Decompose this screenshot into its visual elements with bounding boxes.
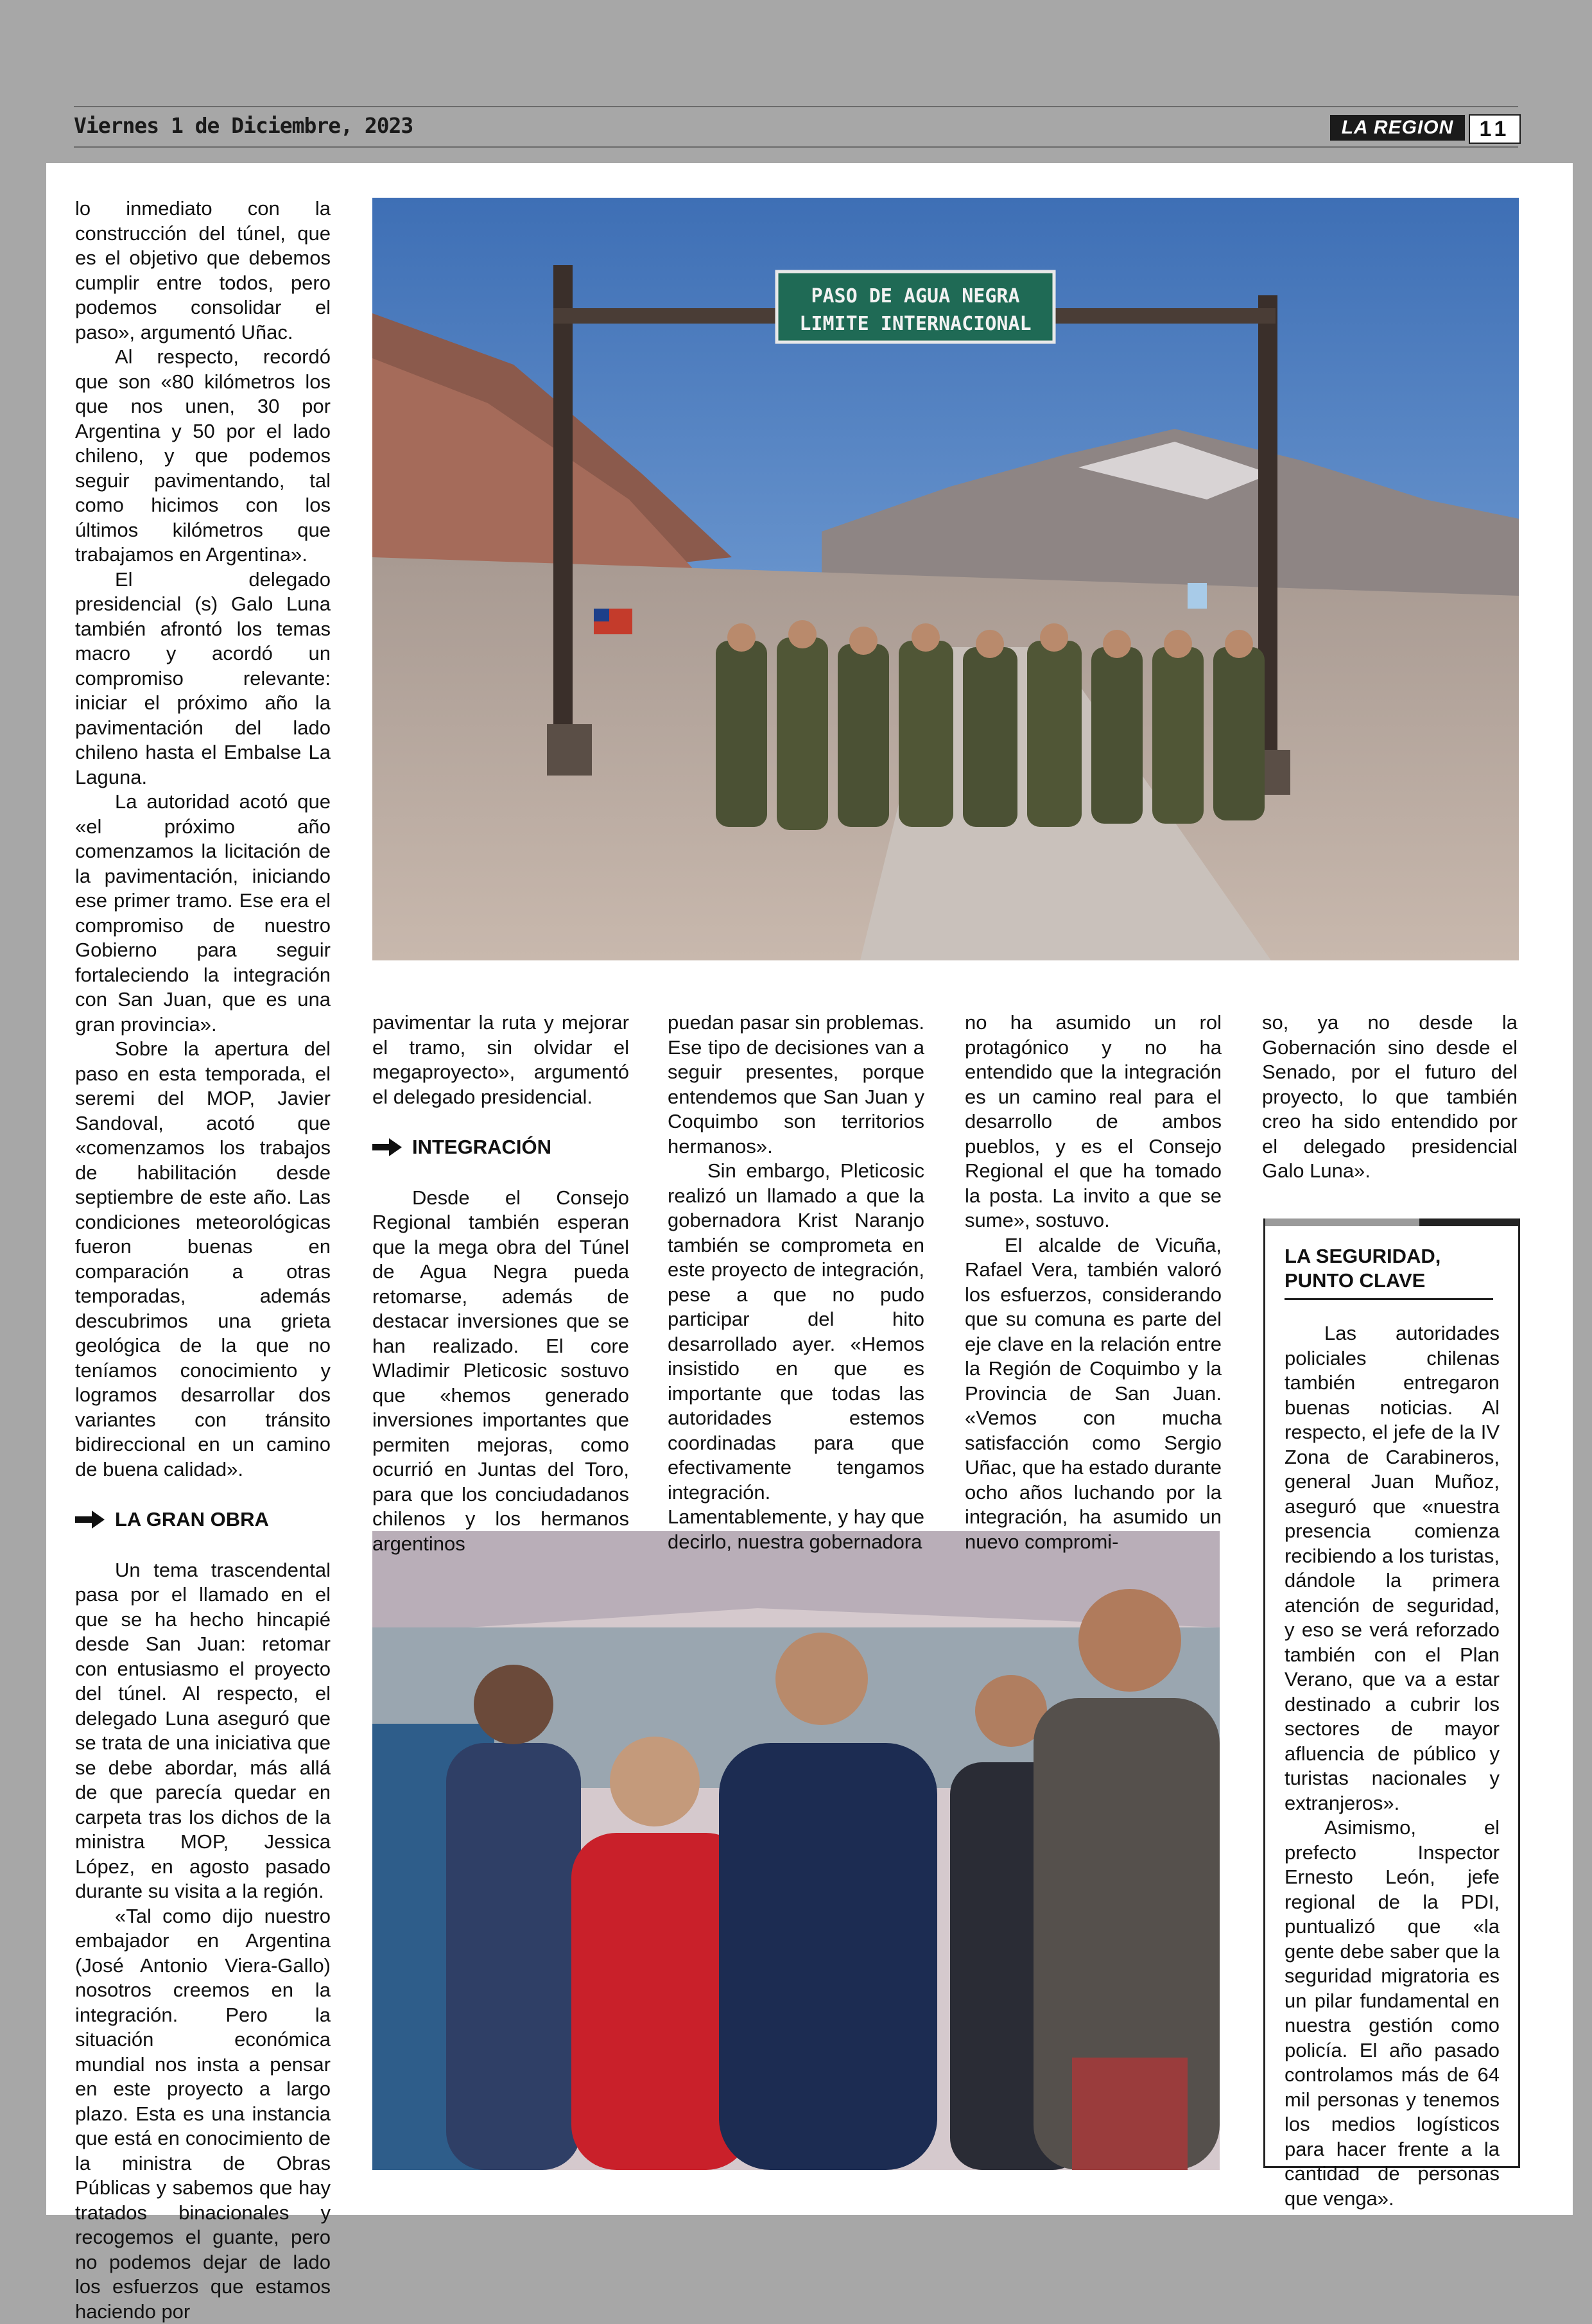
page-number: 11 xyxy=(1469,114,1521,144)
column-5 xyxy=(1262,1010,1518,1184)
col2-paragraph-1: pavimentar la ruta y mejorar el tramo, sin olvidar el megaproyecto», argumentó el delegado presidencial. xyxy=(372,1010,629,1109)
newspaper-logo: LA REGION xyxy=(1330,115,1465,141)
sidebar-paragraph-2: Asimismo, el prefecto Inspector Ernesto León, jefe regional de la PDI, puntualizó que «la gente debe saber que la seguridad migratoria es un pilar fundamental en nuestra gestión como policía. El año pasado controlamos más de 64 mil personas y tenemos los medios logísticos para hacer frente a la cantidad de personas que venga». xyxy=(1285,1816,1500,2211)
header-rule-bottom xyxy=(74,146,1518,148)
border-crossing-image xyxy=(372,198,1519,960)
sidebar-body xyxy=(1285,1321,1500,2211)
subhead-integracion xyxy=(372,1135,629,1160)
issue-date: Viernes 1 de Diciembre, 2023 xyxy=(74,113,413,138)
col1-paragraph-3: El delegado presidencial (s) Galo Luna también afrontó los temas macro y acordó un compromiso relevante: iniciar el próximo año la pavimentación del lado chileno hasta el Embalse La Laguna. xyxy=(75,568,331,790)
subhead-integracion-text: INTEGRACIÓN xyxy=(412,1135,551,1160)
sign-line2: LIMITE INTERNACIONAL xyxy=(799,313,1031,335)
photo-officials xyxy=(372,1531,1220,2170)
col4-paragraph-1: no ha asumido un rol protagónico y no ha entendido que la integración es un camino real para el desarrollo de ambos pueblos, y es el Consejo Regional el que ha tomado la posta. La invito a que se sume», sostuvo. xyxy=(965,1010,1222,1233)
carabineros-group xyxy=(716,620,1265,830)
column-3 xyxy=(668,1010,924,1554)
col1-paragraph-2: Al respecto, recordó que son «80 kilómetros los que nos unen, 30 por Argentina y 50 por el lado chileno, y que podemos seguir pavimentando, tal como hicimos con los últimos kilómetros que trabajamos en Argentina». xyxy=(75,345,331,568)
column-2 xyxy=(372,1010,629,1556)
col1-paragraph-1: lo inmediato con la construcción del túnel, que es el objetivo que debemos cumplir entre todos, pero podemos consolidar el paso», argumentó Uñac. xyxy=(75,196,331,345)
sidebar-title: LA SEGURIDAD, PUNTO CLAVE xyxy=(1285,1244,1493,1300)
sign-line1: PASO DE AGUA NEGRA xyxy=(811,285,1019,308)
subhead-la-gran-obra-text: LA GRAN OBRA xyxy=(115,1507,269,1532)
column-1 xyxy=(75,196,331,2324)
officials-image xyxy=(372,1531,1220,2170)
photo-border-crossing xyxy=(372,198,1519,960)
column-4 xyxy=(965,1010,1222,1554)
col3-paragraph-1: puedan pasar sin problemas. Ese tipo de decisiones van a seguir presentes, porque entendemos que San Juan y Coquimbo son territorios hermanos». xyxy=(668,1010,924,1159)
col1-paragraph-4: La autoridad acotó que «el próximo año comenzamos la licitación de la pavimentación, iniciando ese primer tramo. Ese era el compromiso de nuestro Gobierno para seguir fortaleciendo la integración con San Juan, que es una gran provincia». xyxy=(75,790,331,1037)
col2-paragraph-2: Desde el Consejo Regional también esperan que la mega obra del Túnel de Agua Negra pueda retomarse, además de destacar inversiones que se han realizado. El core Wladimir Pleticosic sostuvo que «hemos generado inversiones importantes que permiten mejoras, como ocurrió en Juntas del Toro, para que los conciudadanos chilenos y los hermanos argentinos xyxy=(372,1186,629,1557)
sidebar-paragraph-1: Las autoridades policiales chilenas también entregaron buenas noticias. Al respecto, el jefe de la IV Zona de Carabineros, general Juan Muñoz, aseguró que «nuestra presencia comienza recibiendo a los turistas, dándole la primera atención de seguridad, y eso se verá reforzado también con el Plan Verano, que va a estar destinado a cubrir los sectores de mayor afluencia de público y turistas nacionales y extranjeros». xyxy=(1285,1321,1500,1816)
sidebar-top-bar xyxy=(1265,1218,1419,1226)
col4-paragraph-2: El alcalde de Vicuña, Rafael Vera, también valoró los esfuerzos, considerando que su comuna es parte del eje clave en la relación entre la Región de Coquimbo y la Provincia de San Juan. «Vemos con mucha satisfacción como Sergio Uñac, que ha estado durante ocho años luchando por la integración, ha asumido un nuevo compromi- xyxy=(965,1233,1222,1555)
header-rule-top xyxy=(74,106,1518,107)
col1-paragraph-6: Un tema trascendental pasa por el llamado en el que se ha hecho hincapié desde San Juan: retomar con entusiasmo el proyecto del túnel. Al respecto, el delegado Luna aseguró que se trata de una iniciativa que se debe abordar, más allá de que parecía quedar en carpeta tras los dichos de la ministra MOP, Jessica López, en agosto pasado durante su visita a la región. xyxy=(75,1558,331,1904)
arrow-right-icon xyxy=(372,1138,402,1156)
col1-paragraph-7: «Tal como dijo nuestro embajador en Argentina (José Antonio Viera-Gallo) nosotros creemos en la integración. Pero la situación económica mundial nos insta a pensar en este proyecto a largo plazo. Esta es una instancia que está en conocimiento de la ministra de Obras Públicas y sabemos que hay tratados binacionales y recogemos el guante, pero no podemos dejar de lado los esfuerzos que estamos haciendo por xyxy=(75,1904,331,2324)
sidebar-box xyxy=(1263,1218,1520,2168)
subhead-la-gran-obra xyxy=(75,1507,331,1532)
col5-paragraph-1: so, ya no desde la Gobernación sino desde el Senado, por el futuro del proyecto, lo que también creo ha sido entendido por el delegado presidencial Galo Luna». xyxy=(1262,1010,1518,1184)
arrow-right-icon xyxy=(75,1511,105,1529)
col3-paragraph-2: Sin embargo, Pleticosic realizó un llamado a que la gobernadora Krist Naranjo también se comprometa en este proyecto de integración, pese a que no pudo participar del hito desarrollado ayer. «Hemos insistido en que es importante que todas las autoridades estemos coordinadas para que efectivamente tengamos integración. Lamentablemente, y hay que decirlo, nuestra gobernadora xyxy=(668,1159,924,1554)
col1-paragraph-5: Sobre la apertura del paso en esta temporada, el seremi del MOP, Javier Sandoval, acotó que «comenzamos los trabajos de habilitación desde septiembre de este año. Las condiciones meteorológicas fueron buenas en comparación a otras temporadas, además descubrimos una grieta geológica de la que no teníamos conocimiento y logramos desarrollar dos variantes con tránsito bidireccional en un camino de buena calidad». xyxy=(75,1037,331,1482)
sidebar-top-bar-dark xyxy=(1419,1218,1518,1226)
